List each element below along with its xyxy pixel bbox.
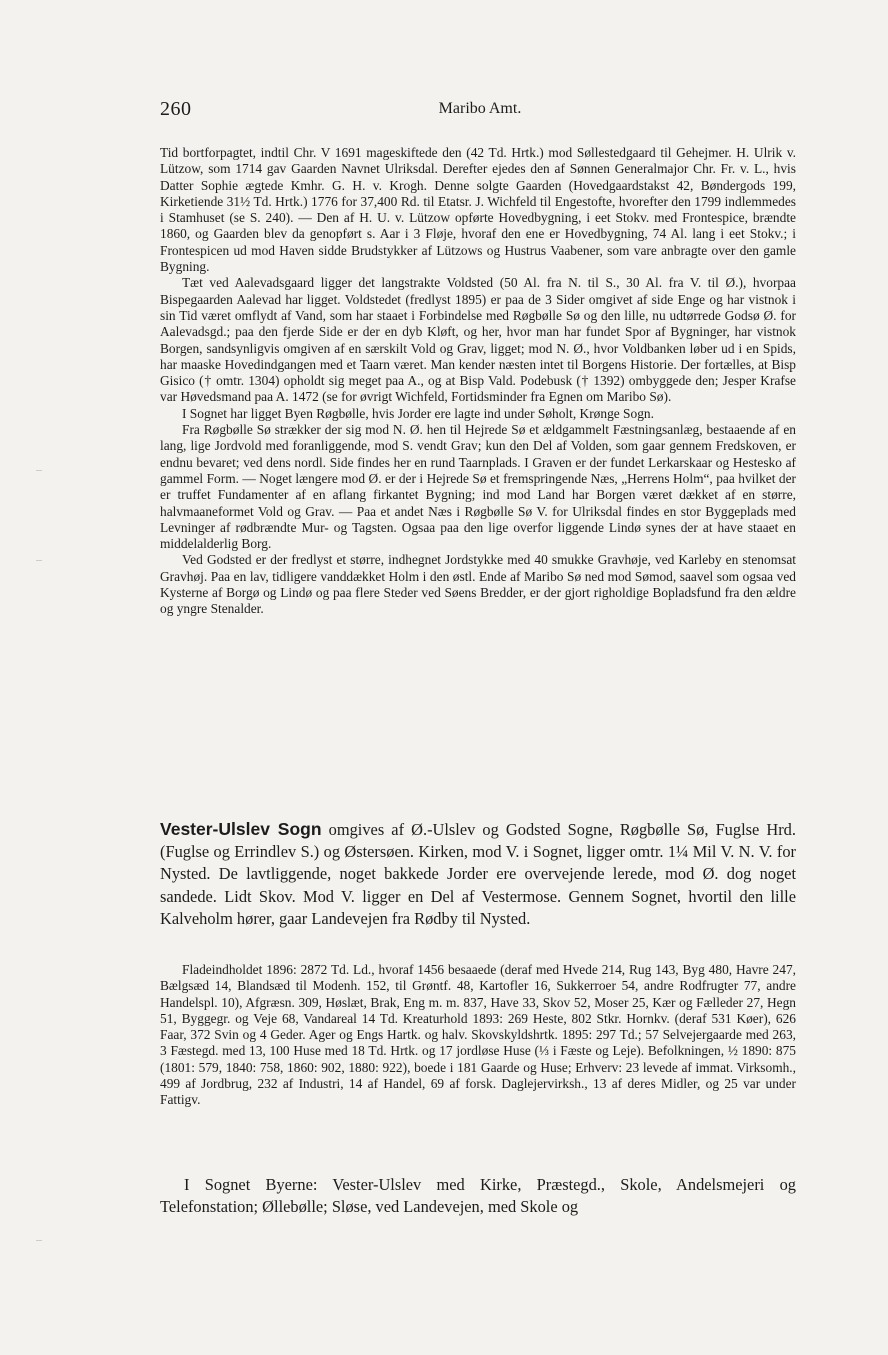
section-intro-text: omgives af Ø.-Ulslev og Godsted Sogne, Røgbølle Sø, Fuglse Hrd. (Fuglse og Errindlev S.) og Østersøen. Kirken, mod V. i Sognet, ligger omtr. 1¼ Mil V. N. V. for Nysted. De lavtliggende, noget bakkede Jorder ere overvejende lerede, mod Ø. dog noget sandede. Lidt Skov. Mod V. ligger en Del af Vestermose. Gennem Sognet, hvortil den lille Kalveholm hører, gaar Landevejen fra Rødby til Nysted. (160, 820, 796, 928)
paragraph: I Sognet har ligget Byen Røgbølle, hvis Jorder ere lagte ind under Søholt, Krønge Sogn. (182, 405, 654, 421)
section-heading: Vester-Ulslev Sogn (160, 819, 322, 839)
paragraph: Tid bortforpagtet, indtil Chr. V 1691 mageskiftede den (42 Td. Hrtk.) mod Søllestedgaard til Gehejmer. H. Ulrik v. Lützow, som 1714 gav Gaarden Navnet Ulriksdal. Derefter ejedes den af Sønnen Generalmajor Chr. Fr. v. L., hvis Datter Sophie ægtede Kmhr. G. H. v. Krogh. Denne solgte Gaarden (Hovedgaardstakst 42, Bøndergods 199, Kirketiende 31½ Td. Hrtk.) 1776 for 37,400 Rd. til Etatsr. J. Wichfeld til Engestofte, hvorefter den 1799 indlemmedes i Stamhuset (se S. 240). — Den af H. U. v. Lützow opførte Hovedbygning, i eet Stokv. med Frontespice, brændte 1860, og Gaarden blev da genopført s. Aar i 3 Fløje, hvoraf den ene er Hovedbygning, 74 Al. lang i eet Stokv.; i Frontespicen ud mod Haven sidde Brudstykker af Lützows og Hustrus Vaabener, som vare anbragte over den gamle Bygning. (160, 145, 796, 275)
text-block-aalevadsgaard (160, 145, 796, 618)
paragraph: Ved Godsted er der fredlyst et større, indhegnet Jordstykke med 40 smukke Gravhøje, ved Karleby en stenomsat Gravhøj. Paa en lav, tidligere vanddækket Holm i den østl. Ende af Maribo Sø ned mod Sømod, saavel som ogsaa ved Kysterne af Borgø og Lindø og paa flere Steder ved Søens Bredder, er der gjort righoldige Bopladsfund fra den ældre og yngre Stenalder. (160, 552, 796, 617)
page-edge-mark (36, 1240, 42, 1241)
page-edge-mark (36, 470, 42, 471)
paragraph: Tæt ved Aalevadsgaard ligger det langstrakte Voldsted (50 Al. fra N. til S., 30 Al. fra V. til Ø.), hvorpaa Bispegaarden Aalevad har ligget. Voldstedet (fredlyst 1895) er paa de 3 Sider omgivet af side Enge og har vistnok i sin Tid været omflydt af Vand, som har staaet i Forbindelse med Røgbølle Sø og den lille, nu udtørrede Godsø Ø. for Aalevadsgd.; paa den fjerde Side er der en dyb Kløft, og her, hvor man har fundet Spor af Bygninger, har vistnok Borgen, sandsynligvis omgiven af en særskilt Vold og Grav, ligget; mod N. Ø., hvor Voldbanken løber ud i en Spids, har maaske Hovedindgangen med et Taarn været. Man kender næsten intet til Borgens Historie. Der fortælles, at Bisp Gisico († omtr. 1304) opholdt sig meget paa A., og at Bisp Vald. Podebusk († 1392) ombyggede den; Jesper Krafse var Høvedsmand paa A. 1472 (se for øvrigt Wichfeld, Fortidsminder fra Egnen om Maribo Sø). (160, 275, 796, 405)
villages-paragraph: I Sognet Byerne: Vester-Ulslev med Kirke, Præstegd., Skole, Andelsmejeri og Telefonstation; Øllebølle; Sløse, ved Landevejen, med Skole og (160, 1175, 796, 1217)
running-title: Maribo Amt. (438, 100, 522, 117)
paragraph: Fra Røgbølle Sø strækker der sig mod N. Ø. hen til Hejrede Sø et ældgammelt Fæstningsanlæg, bestaaende af en lang, lige Jordvold med foranliggende, mod S. vendt Grav; kun den Del af Volden, som gaar gennem Fredskoven, er endnu bevaret; ved dens nordl. Side findes her en rund Taarnplads. I Graven er der fundet Lerkarskaar og Hestesko af gammel Form. — Noget længere mod Ø. er der i Hejrede Sø et fremspringende Næs, „Herrens Holm“, paa hvilket der er truffet Fundamenter af en aflang firkantet Bygning; ind mod Land har Borgen været dækket af en større, halvmaaneformet Vold og Grav. — Paa et andet Næs i Røgbølle Sø V. for Ulriksdal findes en stor Byggeplads med Levninger af rødbrændte Mur- og Tagsten. Ogsaa paa den lige overfor liggende Lindø synes der at have staaet en middelalderlig Borg. (160, 422, 796, 552)
section-vester-ulslev (160, 818, 796, 930)
page-edge-mark (36, 560, 42, 561)
statistics-paragraph: Fladeindholdet 1896: 2872 Td. Ld., hvoraf 1456 besaaede (deraf med Hvede 214, Rug 143, Byg 480, Havre 247, Bælgsæd 14, Blandsæd til Modenh. 152, til Grøntf. 48, Kartofler 16, Sukkerroer 54, andre Rodfrugter 77, andre Handelspl. 10), Afgræsn. 309, Høslæt, Brak, Eng m. m. 837, Have 33, Skov 52, Moser 25, Kær og Fælleder 27, Hegn 51, Byggegr. og Veje 68, Vandareal 14 Td. Kreaturhold 1893: 269 Heste, 802 Stkr. Hornkv. (deraf 531 Køer), 626 Faar, 372 Svin og 4 Geder. Ager og Engs Hartk. og halv. Skovskyldshrtk. 1895: 297 Td.; 57 Selvejergaarde med 263, 3 Fæstegd. med 13, 100 Huse med 18 Td. Hrtk. og 17 jordløse Huse (⅓ i Fæste og Leje). Befolkningen, ½ 1890: 875 (1801: 579, 1840: 758, 1860: 902, 1880: 922), boede i 181 Gaarde og Huse; Erhverv: 23 levede af immat. Virksomh., 499 af Jordbrug, 232 af Industri, 14 af Handel, 69 af forsk. Daglejervirksh., 13 af deres Midler, og 25 var under Fattigv. (160, 962, 796, 1108)
statistics-block (160, 962, 796, 1109)
page-number: 260 (160, 98, 192, 120)
running-head (160, 98, 800, 124)
